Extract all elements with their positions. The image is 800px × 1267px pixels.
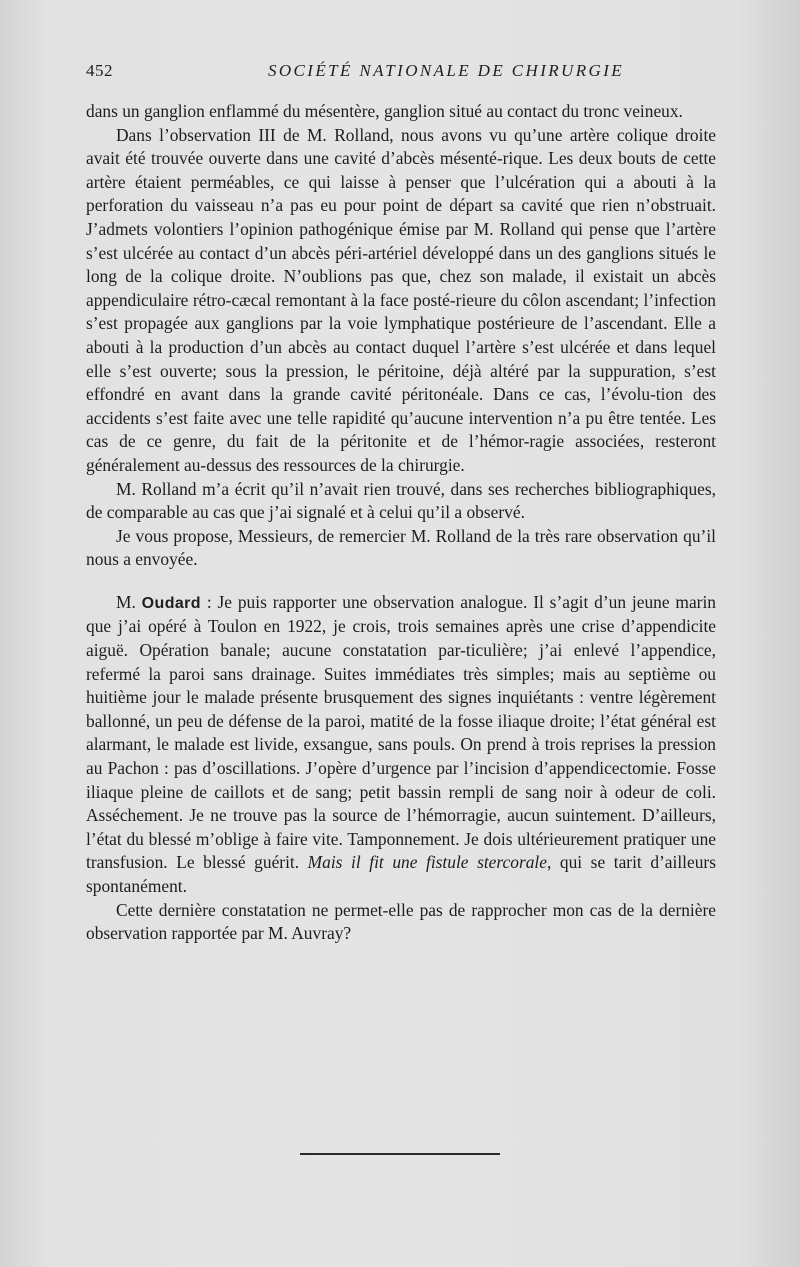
- speaker-name: Oudard: [141, 594, 201, 612]
- paragraph-4: Je vous propose, Messieurs, de remercier M. Rolland de la très rare observation qu’il nous a envoyée.: [86, 525, 716, 570]
- paragraph-5-end: , qui se tarit d’ailleurs spontanément.: [86, 852, 716, 896]
- page-body: [86, 100, 716, 946]
- page-number: 452: [86, 61, 113, 80]
- page-header: [86, 61, 716, 85]
- paragraph-3: M. Rolland m’a écrit qu’il n’avait rien trouvé, dans ses recherches bibliographiques, de comparable au cas que j’ai signalé et à celui qu’il a observé.: [86, 478, 716, 523]
- paragraph-5-italic: Mais il fit une fistule stercorale: [307, 852, 547, 873]
- paragraph-6: Cette dernière constatation ne permet-elle pas de rapprocher mon cas de la dernière observation rapportée par M. Auvray?: [86, 899, 716, 944]
- running-title: SOCIÉTÉ NATIONALE DE CHIRURGIE: [267, 61, 625, 80]
- paragraph-5-text: : Je puis rapporter une observation analogue. Il s’agit d’un jeune marin que j’ai opéré à Toulon en 1922, je crois, trois semaines après une crise d’appendicite aiguë. Opération banale; aucune constatation par-ticulière; j’ai enlevé l’appendice, refermé la paroi sans drainage. Suites immédiates très simples; mais au septième ou huitième jour le malade présente brusquement des signes inquiétants : ventre légèrement ballonné, un peu de défense de la paroi, matité de la fosse iliaque droite; l’état général est alarmant, le malade est livide, exsangue, sans pouls. On prend à trois reprises la pression au Pachon : pas d’oscillations. J’opère d’urgence par l’incision d’appendicectomie. Fosse iliaque pleine de caillots et de sang; petit bassin rempli de sang noir à odeur de coli. Asséchement. Je ne trouve pas la source de l’hémorragie, aucun suintement. D’ailleurs, l’état du blessé m’oblige à faire vite. Tamponnement. Je dois ultérieurement pratiquer une transfusion. Le blessé guérit.: [86, 591, 716, 873]
- paragraph-5: [86, 591, 716, 899]
- paragraph-5-prefix: M.: [116, 591, 142, 612]
- paragraph-2: Dans l’observation III de M. Rolland, nous avons vu qu’une artère colique droite avait été trouvée ouverte dans une cavité d’abcès mésenté-rique. Les deux bouts de cette artère étaient perméables, ce qui laisse à penser que l’ulcération qui a abouti à la perforation du vaisseau n’a pas eu pour point de départ sa cavité que rien n’obstruait. J’admets volontiers l’opinion pathogénique émise par M. Rolland qui pense que l’artère s’est ulcérée au contact d’un abcès péri-artériel développé dans un des ganglions situés le long de la colique droite. N’oublions pas que, chez son malade, il existait un abcès appendiculaire rétro-cæcal remontant à la face posté-rieure du côlon ascendant; l’infection s’est propagée aux ganglions par la voie lymphatique postérieure de l’ascendant. Elle a abouti à la production d’un abcès au contact duquel l’artère s’est ulcérée et dans lequel elle s’est ouverte; sous la pression, le péritoine, déjà altéré par la suppuration, s’est effondré en avant dans la grande cavité péritonéale. Dans ce cas, l’évolu-tion des accidents s’est faite avec une telle rapidité qu’aucune intervention n’a pu être tentée. Les cas de ce genre, du fait de la péritonite et de l’hémor-ragie associées, resteront généralement au-dessus des ressources de la chirurgie.: [86, 124, 716, 475]
- closing-rule: [300, 1153, 500, 1155]
- paragraph-1: dans un ganglion enflammé du mésentère, ganglion situé au contact du tronc veineux.: [86, 101, 683, 121]
